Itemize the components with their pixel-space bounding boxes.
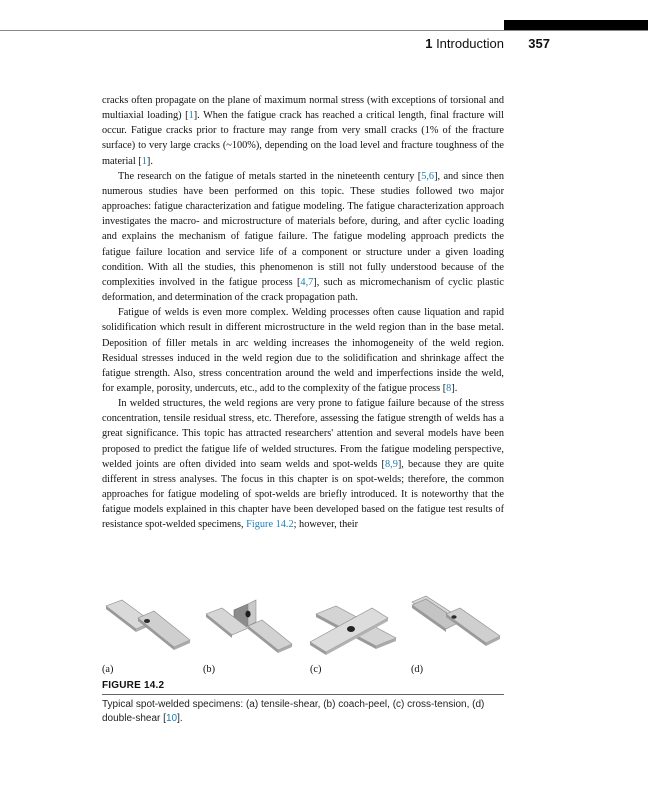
text-span: ]. <box>146 155 153 167</box>
figure-label-c: (c) <box>310 664 322 675</box>
citation-link[interactable]: 8,9 <box>384 458 398 470</box>
chapter-title: Introduction <box>436 36 504 51</box>
figure-14-2 <box>102 592 504 676</box>
text-span: cracks often propagate on the plane of maximum normal stress (with exceptions of torsional and multiaxial loading) [ <box>102 95 504 122</box>
text-span: Fatigue of welds is even more complex. Welding processes often cause liquation and rapid solidification which result in different microstructure in the weld region than in the base metal. Deposition of filler metals in arc welding increases the inhomogeneity of the weld region. Residual stresses induced in the weld region due to the solidification and shrinkage affect the fatigue strength. Also, stress concentration around the weld and imperfections inside the weld, for example, porosity, undercuts, etc., add to the complexity of the fatigue process [ <box>102 307 504 394</box>
header-rule <box>0 30 648 31</box>
text-span: In welded structures, the weld regions are very prone to fatigue failure because of the stress concentration, tensile residual stress, etc. Therefore, assessing the fatigue strength of welds has a great significance. This topic has attracted researchers' attention and several models have been proposed to predict the fatigue life of welded structures. From the fatigue modeling perspective, welded joints are often divided into seam welds and spot-welds [ <box>102 398 504 470</box>
text-span: ]. <box>451 382 458 394</box>
citation-link[interactable]: 5,6 <box>421 170 435 182</box>
specimen-tensile-shear-image <box>102 592 194 662</box>
paragraph-4 <box>102 396 504 532</box>
page-number: 357 <box>528 36 550 51</box>
chapter-heading <box>425 36 504 51</box>
caption-text: Typical spot-welded specimens: (a) tensile-shear, (b) coach-peel, (c) cross-tension, (d) double-shear [ <box>102 699 485 724</box>
caption-citation-link[interactable]: 10 <box>165 713 178 724</box>
text-span: ], and since then numerous studies have been performed on this topic. These studies followed two major approaches: fatigue characterization and fatigue modeling. The fatigue characterization approach investigates the macro- and microstructure of materials before, during, and after cyclic loading and explains the mechanism of fatigue failure. The fatigue modeling approach predicts the fatigue failure location and service life of a component or structure under a given loading condition. With all the studies, this phenomenon is still not fully understood because of the complexities involved in the fatigue process [ <box>102 170 504 288</box>
figure-rule <box>102 694 504 695</box>
text-span: ]. When the fatigue crack has reached a critical length, final fracture will occur. Fatigue cracks prior to fracture may range from very small cracks (1% of the fracture surface) to very large cracks (~100%), depending on the load level and fracture toughness of the material [ <box>102 110 504 167</box>
specimen-double-shear-image <box>408 592 504 662</box>
caption-text: ]. <box>177 713 183 724</box>
header-black-bar <box>504 20 648 30</box>
running-head <box>400 36 550 54</box>
specimen-coach-peel-image <box>204 592 296 662</box>
body-text <box>102 93 504 533</box>
text-span: ], because they are quite different in stress analyses. The focus in this chapter is on spot-welds; therefore, the common approaches for fatigue modeling of spot-welds are briefly introduced. It is noteworthy that the fatigue models explained in this chapter have been developed based on the fatigue test results of resistance spot-welded specimens, <box>102 458 504 531</box>
paragraph-3 <box>102 305 504 396</box>
paragraph-1 <box>102 93 504 169</box>
text-span: The research on the fatigue of metals started in the nineteenth century [ <box>118 170 422 182</box>
figure-title: FIGURE 14.2 <box>102 680 165 691</box>
figure-link[interactable]: Figure 14.2 <box>246 519 294 531</box>
text-span: ; however, their <box>293 519 359 531</box>
figure-label-a: (a) <box>102 664 114 675</box>
text-span: ], such as micromechanism of cyclic plastic deformation, and determination of the crack propagation path. <box>102 276 504 304</box>
specimen-cross-tension-image <box>306 592 406 662</box>
citation-link[interactable]: 1 <box>188 110 194 122</box>
citation-link[interactable]: 4,7 <box>300 276 314 288</box>
figure-caption <box>102 698 504 726</box>
chapter-number: 1 <box>425 36 433 51</box>
citation-link[interactable]: 8 <box>446 382 452 394</box>
paragraph-2 <box>102 169 504 305</box>
figure-label-d: (d) <box>411 664 424 675</box>
citation-link[interactable]: 1 <box>141 155 147 167</box>
figure-label-b: (b) <box>203 664 216 675</box>
